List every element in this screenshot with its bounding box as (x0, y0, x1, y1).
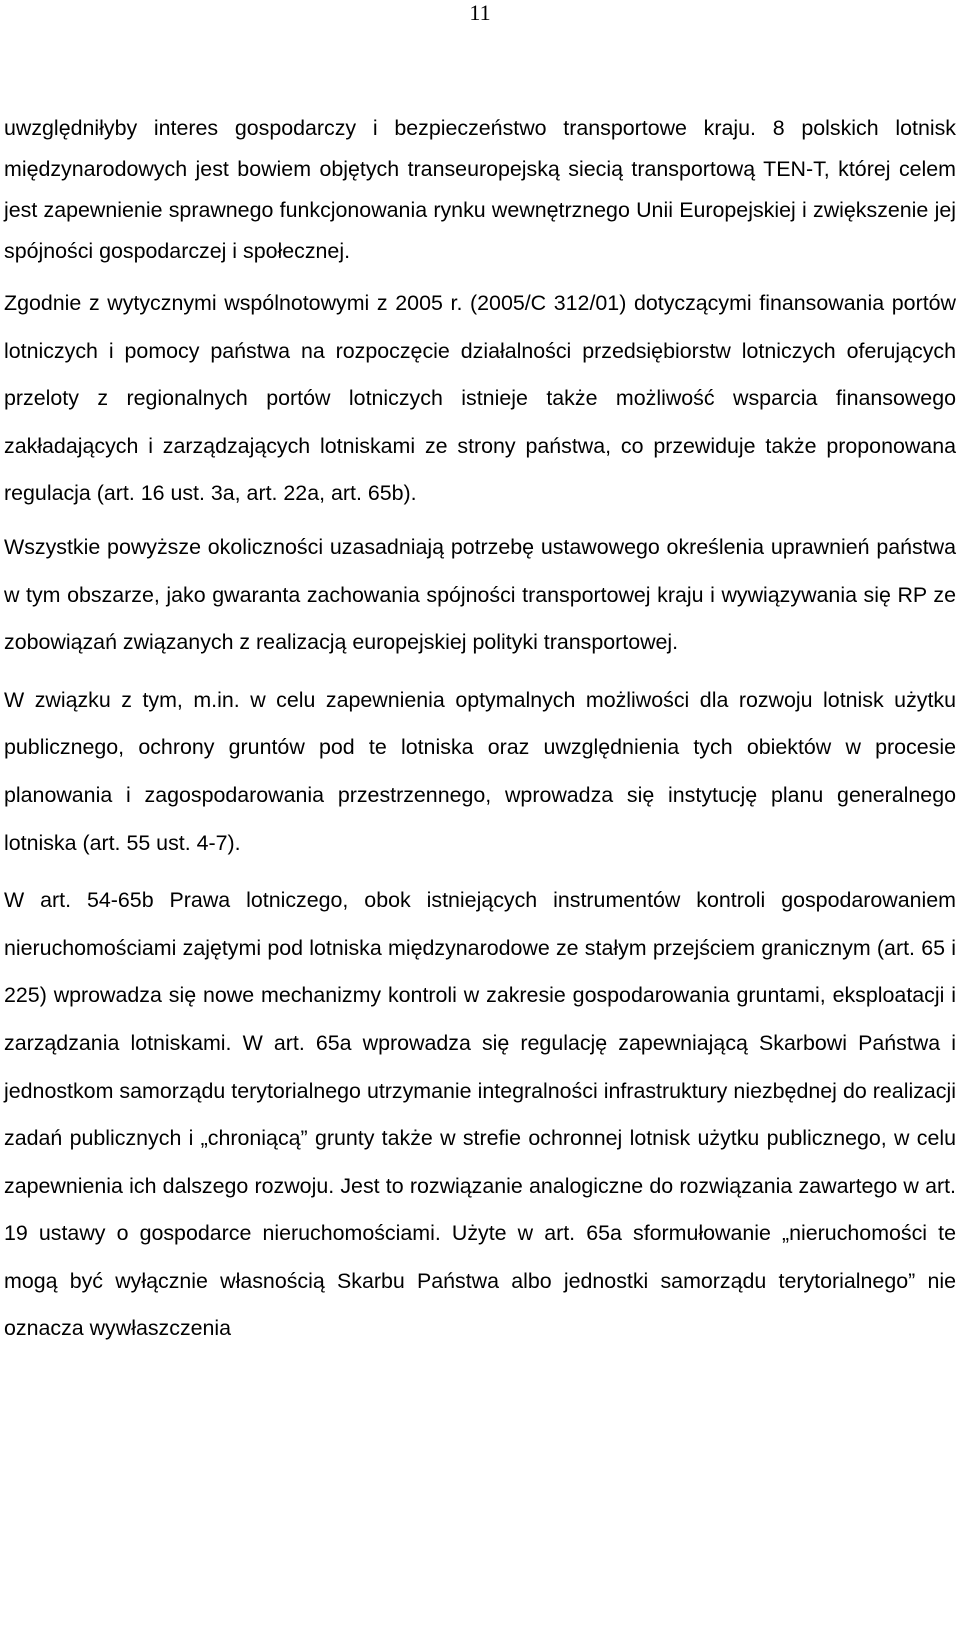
paragraph-airport-master-plan: W związku z tym, m.in. w celu zapewnienia optymalnych możliwości dla rozwoju lotnisk użytku publicznego, ochrony gruntów pod te lotniska oraz uwzględnienia tych obiektów w procesie planowania i zagospodarowania przestrzennego, wprowadza się instytucję planu generalnego lotniska (art. 55 ust. 4-7). (4, 687, 956, 855)
page-number: 11 (469, 0, 491, 25)
document-body (4, 108, 956, 1353)
paragraph-state-powers: Wszystkie powyższe okoliczności uzasadniają potrzebę ustawowego określenia uprawnień państwa w tym obszarze, jako gwaranta zachowania spójności transportowej kraju i wywiązywania się RP ze zobowiązań związanych z realizacją europejskiej polityki transportowej. (4, 534, 956, 655)
paragraph-aviation-law-articles: W art. 54-65b Prawa lotniczego, obok istniejących instrumentów kontroli gospodarowaniem nieruchomościami zajętymi pod lotniska międzynarodowe ze stałym przejściem granicznym (art. 65 i 225) wprowadza się nowe mechanizmy kontroli w zakresie gospodarowania gruntami, eksploatacji i zarządzania lotniskami. W art. 65a wprowadza się regulację zapewniającą Skarbowi Państwa i jednostkom samorządu terytorialnego utrzymanie integralności infrastruktury niezbędnej do realizacji zadań publicznych i „chroniącą” grunty także w strefie ochronnej lotnisk użytku publicznego, w celu zapewnienia ich dalszego rozwoju. Jest to rozwiązanie analogiczne do rozwiązania zawartego w art. 19 ustawy o gospodarce nieruchomościami. Użyte w art. 65a sformułowanie „nieruchomości te mogą być wyłącznie własnością Skarbu Państwa albo jednostki samorządu terytorialnego” nie oznacza wywłaszczenia (4, 888, 956, 1341)
paragraph-eu-guidelines: Zgodnie z wytycznymi wspólnotowymi z 2005 r. (2005/C 312/01) dotyczącymi finansowania portów lotniczych i pomocy państwa na rozpoczęcie działalności przedsiębiorstw lotniczych oferujących przeloty z regionalnych portów lotniczych istnieje także możliwość wsparcia finansowego zakładających i zarządzających lotniskami ze strony państwa, co przewiduje także proponowana regulacja (art. 16 ust. 3a, art. 22a, art. 65b). (4, 291, 956, 506)
paragraph-aviation-interests: uwzględniłyby interes gospodarczy i bezpieczeństwo transportowe kraju. 8 polskich lotnisk międzynarodowych jest bowiem objętych transeuropejską siecią transportową TEN-T, której celem jest zapewnienie sprawnego funkcjonowania rynku wewnętrznego Unii Europejskiej i zwiększenie jej spójności gospodarczej i społecznej. (4, 116, 956, 263)
